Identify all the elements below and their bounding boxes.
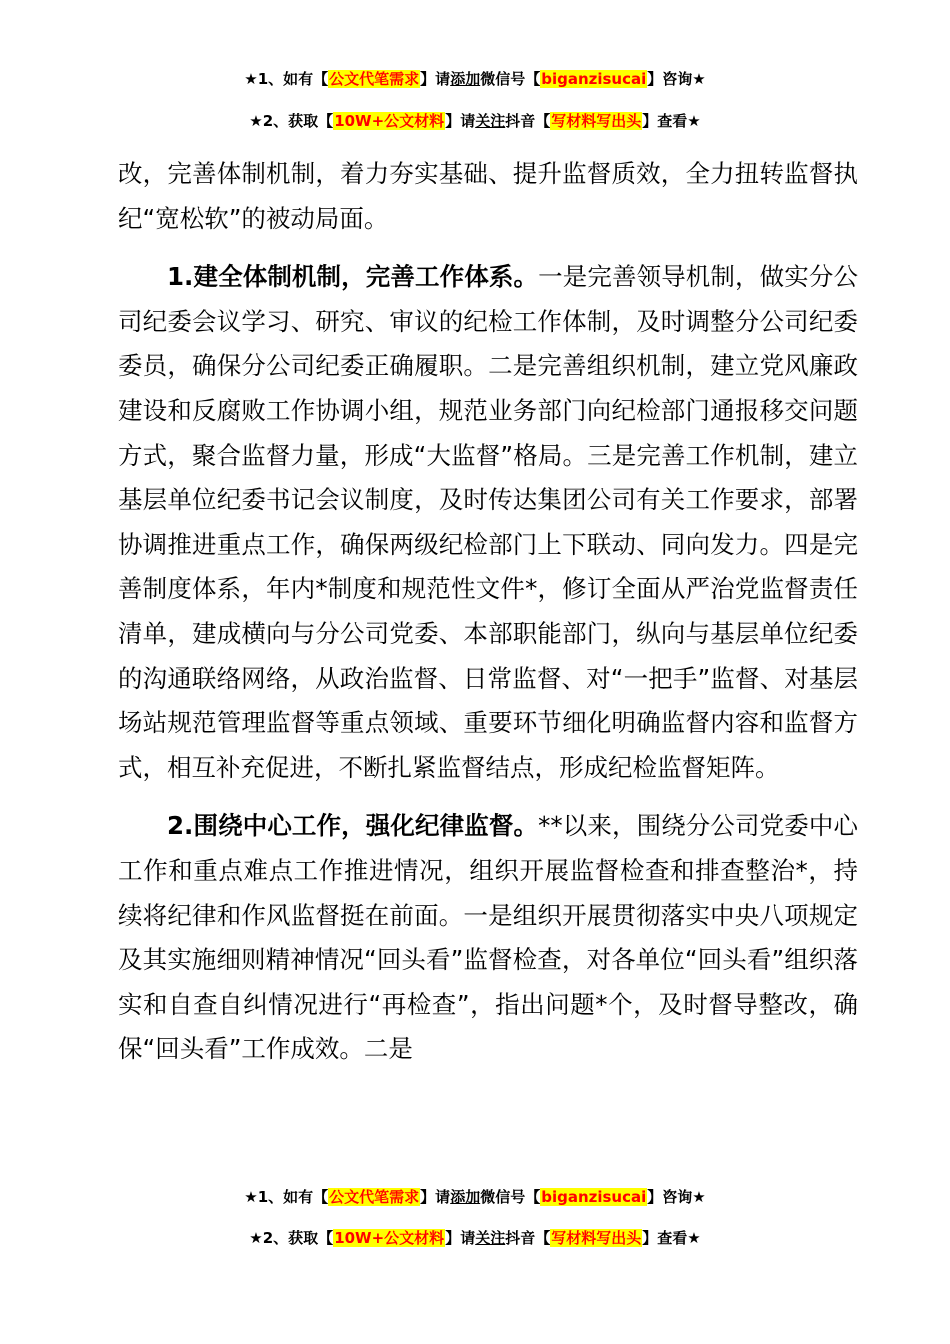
banner-highlight: 10W+公文材料 <box>334 112 445 130</box>
banner-text: 】请 <box>445 1229 476 1247</box>
banner-text: 微信号【 <box>480 1188 541 1206</box>
banner-text: 】查看★ <box>642 1229 701 1247</box>
paragraph-1 <box>118 255 858 790</box>
banner-highlight: biganzisucai <box>541 70 647 88</box>
footer-banner-line-2 <box>0 1227 950 1249</box>
banner-text: 】咨询★ <box>647 1188 706 1206</box>
banner-text: 】请 <box>420 1188 451 1206</box>
banner-text: 微信号【 <box>480 70 541 88</box>
paragraph-2 <box>118 804 858 1072</box>
banner-highlight: 10W+公文材料 <box>334 1229 445 1247</box>
document-body <box>118 152 858 1072</box>
header-banner-line-1 <box>0 68 950 90</box>
banner-text: ★1、如有【 <box>244 70 329 88</box>
banner-underlined-text: 添加 <box>450 70 481 88</box>
banner-text: 抖音【 <box>505 112 551 130</box>
paragraph-2-heading: 2.围绕中心工作，强化纪律监督。 <box>167 811 539 841</box>
banner-text: ★2、获取【 <box>249 112 334 130</box>
banner-text: ★2、获取【 <box>249 1229 334 1247</box>
banner-underlined-text: 关注 <box>475 112 506 130</box>
footer-banner-line-1 <box>0 1186 950 1208</box>
banner-highlight: biganzisucai <box>541 1188 647 1206</box>
paragraph-1-heading: 1.建全体制机制，完善工作体系。 <box>167 262 539 292</box>
banner-underlined-text: 关注 <box>475 1229 506 1247</box>
banner-text: 】请 <box>420 70 451 88</box>
paragraph-2-text: **以来，围绕分公司党委中心工作和重点难点工作推进情况，组织开展监督检查和排查整治*，持续将纪律和作风监督挺在前面。一是组织开展贯彻落实中央八项规定及其实施细则精神情况“回头看”监督检查，对各单位“回头看”组织落实和自查自纠情况进行“再检查”，指出问题*个，及时督导整改，确保“回头看”工作成效。二是 <box>118 811 859 1064</box>
banner-highlight: 公文代笔需求 <box>329 70 420 88</box>
banner-text: ★1、如有【 <box>244 1188 329 1206</box>
header-banner-line-2 <box>0 110 950 132</box>
banner-highlight: 写材料写出头 <box>551 112 642 130</box>
banner-underlined-text: 添加 <box>450 1188 481 1206</box>
banner-text: 】请 <box>445 112 476 130</box>
banner-text: 】咨询★ <box>647 70 706 88</box>
paragraph-continuation: 改，完善体制机制，着力夯实基础、提升监督质效，全力扭转监督执纪“宽松软”的被动局面。 <box>118 159 858 233</box>
banner-text: 】查看★ <box>642 112 701 130</box>
banner-highlight: 写材料写出头 <box>551 1229 642 1247</box>
paragraph-1-text: 一是完善领导机制，做实分公司纪委会议学习、研究、审议的纪检工作体制，及时调整分公司纪委委员，确保分公司纪委正确履职。二是完善组织机制，建立党风廉政建设和反腐败工作协调小组，规范业务部门向纪检部门通报移交问题方式，聚合监督力量，形成“大监督”格局。三是完善工作机制，建立基层单位纪委书记会议制度，及时传达集团公司有关工作要求，部署协调推进重点工作，确保两级纪检部门上下联动、同向发力。四是完善制度体系，年内*制度和规范性文件*，修订全面从严治党监督责任清单，建成横向与分公司党委、本部职能部门，纵向与基层单位纪委的沟通联络网络，从政治监督、日常监督、对“一把手”监督、对基层场站规范管理监督等重点领域、重要环节细化明确监督内容和监督方式，相互补充促进，不断扎紧监督结点，形成纪检监督矩阵。 <box>118 262 859 782</box>
banner-text: 抖音【 <box>505 1229 551 1247</box>
banner-highlight: 公文代笔需求 <box>329 1188 420 1206</box>
